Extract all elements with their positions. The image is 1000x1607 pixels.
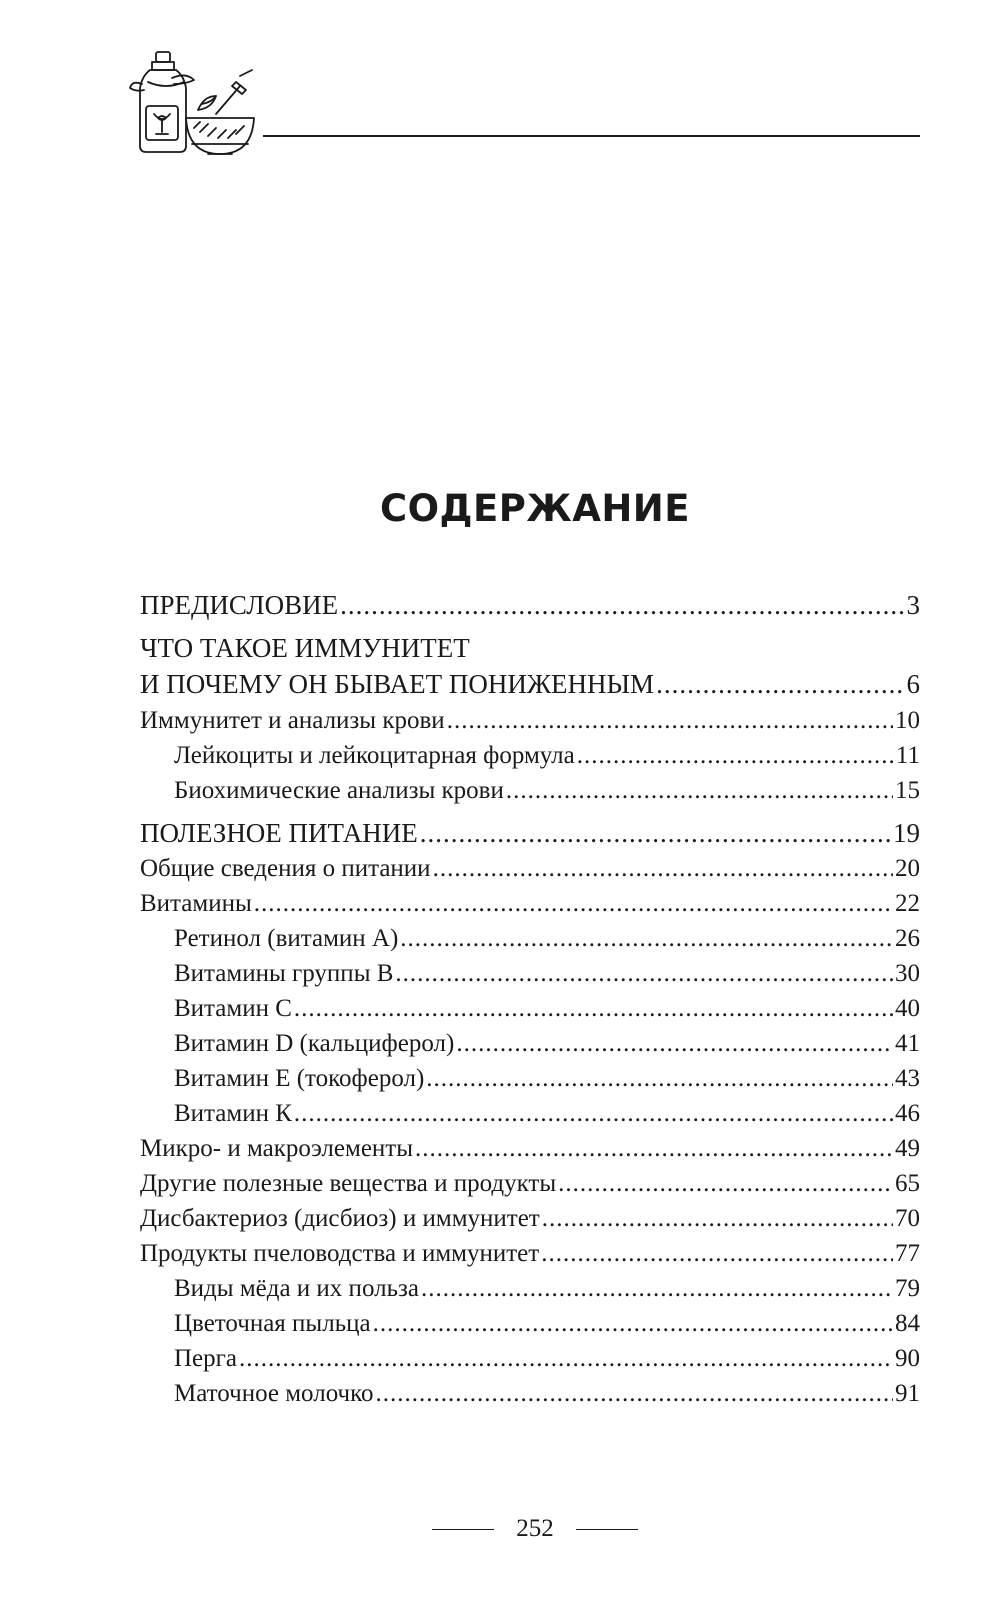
toc-entry-vitamin-k[interactable] [174,1100,920,1128]
toc-entry-page: 11 [895,742,920,769]
toc-entry-page: 20 [895,855,920,882]
dot-leader [426,1065,893,1093]
toc-entry-label: Виды мёда и их польза [174,1275,419,1302]
toc-entry-page: 19 [893,818,920,848]
toc-entry-label: Микро- и макроэлементы [140,1135,414,1162]
toc-entry-label: Витамины [140,890,252,917]
toc-entry-micro-macro[interactable] [140,1135,920,1163]
toc-entry-biochemical[interactable] [174,777,920,805]
toc-entry-page: 90 [895,1345,920,1372]
toc-entry-page: 70 [895,1205,920,1232]
toc-entry-label: Другие полезные вещества и продукты [140,1170,557,1197]
toc-entry-label: Дисбактериоз (дисбиоз) и иммунитет [140,1205,540,1232]
toc-entry-page: 22 [895,890,920,917]
toc-entry-preface[interactable] [140,590,920,621]
dot-leader [421,1275,893,1303]
dot-leader [340,590,904,621]
toc-entry-page: 15 [895,777,920,804]
toc-title: СОДЕРЖАНИЕ [379,487,691,530]
toc-entry-general-nutrition[interactable] [140,855,920,883]
dot-leader [577,742,894,770]
toc-entry-page: 41 [895,1030,920,1057]
toc-entry-page: 3 [906,590,920,620]
toc-entry-page: 84 [895,1310,920,1337]
toc-entry-vitamin-d[interactable] [174,1030,920,1058]
toc-entry-dysbacteriosis[interactable] [140,1205,920,1233]
toc-entry-vitamins[interactable] [140,890,920,918]
dot-leader [541,1240,893,1268]
toc-entry-nutrition[interactable] [140,818,920,849]
toc-entry-page: 91 [895,1380,920,1407]
toc-entry-page: 77 [895,1240,920,1267]
header-rule [263,135,920,137]
toc-entry-page: 10 [895,707,920,734]
toc-entry-label: Витамин К [174,1100,292,1127]
dot-leader [376,1380,894,1408]
dot-leader [542,1205,893,1233]
toc-entry-label: Продукты пчеловодства и иммунитет [140,1240,540,1267]
dot-leader [400,925,893,953]
toc-entry-immunity[interactable] [140,669,920,700]
toc-entry-page: 43 [895,1065,920,1092]
toc-entry-label: ПРЕДИСЛОВИЕ [140,590,339,620]
dot-leader [373,1310,893,1338]
dot-leader [294,1100,893,1128]
toc-entry-other-substances[interactable] [140,1170,920,1198]
toc-entry-leukocytes[interactable] [174,742,920,770]
toc-entry-label: Витамины группы В [174,960,394,987]
toc-entry-label: ПОЛЕЗНОЕ ПИТАНИЕ [140,818,418,848]
toc-entry-vitamin-c[interactable] [174,995,920,1023]
footer-dash-right [576,1529,638,1530]
toc-entry-page: 49 [895,1135,920,1162]
dot-leader [506,777,893,805]
toc-entry-label: Биохимические анализы крови [174,777,504,804]
toc-entry-page: 65 [895,1170,920,1197]
toc-entry-page: 26 [895,925,920,952]
dot-leader [239,1345,893,1373]
dot-leader [395,960,893,988]
dot-leader [447,707,893,735]
toc-entry-label: Ретинол (витамин А) [174,925,399,952]
dot-leader [415,1135,893,1163]
toc-entry-honey-types[interactable] [174,1275,920,1303]
toc-entry-blood-tests[interactable] [140,707,920,735]
toc-entry-page: 79 [895,1275,920,1302]
toc-entry-perga[interactable] [174,1345,920,1373]
toc-entry-pollen[interactable] [174,1310,920,1338]
dot-leader [433,855,893,883]
toc-entry-royal-jelly[interactable] [174,1380,920,1408]
toc-entry-page: 46 [895,1100,920,1127]
toc-entry-label: Цветочная пыльца [174,1310,371,1337]
toc-entry-label: Витамин Е (токоферол) [174,1065,425,1092]
dot-leader [456,1030,893,1058]
toc-entry-vitamins-b[interactable] [174,960,920,988]
toc-entry-label: Лейкоциты и лейкоцитарная формула [174,742,575,769]
dot-leader [558,1170,893,1198]
toc-entry-label: Витамин D (кальциферол) [174,1030,455,1057]
apothecary-emblem-icon [128,48,258,168]
toc-entry-label: Витамин С [174,995,292,1022]
toc-entry-page: 30 [895,960,920,987]
toc-entry-label: Маточное молочко [174,1380,374,1407]
toc-entry-page: 6 [906,669,920,699]
toc-part-title-line1: ЧТО ТАКОЕ ИММУНИТЕТ [140,633,470,663]
toc-entry-retinol[interactable] [174,925,920,953]
toc-entry-label: Перга [174,1345,238,1372]
toc-entry-vitamin-e[interactable] [174,1065,920,1093]
dot-leader [420,818,891,849]
toc-entry-bee-products[interactable] [140,1240,920,1268]
dot-leader [254,890,893,918]
page-footer [0,1515,1000,1543]
footer-dash-left [432,1529,494,1530]
dot-leader [656,669,904,700]
toc-entry-label: Иммунитет и анализы крови [140,707,445,734]
page-number: 252 [516,1515,554,1542]
toc-entry-label: Общие сведения о питании [140,855,431,882]
toc-entry-page: 40 [895,995,920,1022]
toc-entry-label: И ПОЧЕМУ ОН БЫВАЕТ ПОНИЖЕННЫМ [140,669,655,699]
dot-leader [294,995,893,1023]
